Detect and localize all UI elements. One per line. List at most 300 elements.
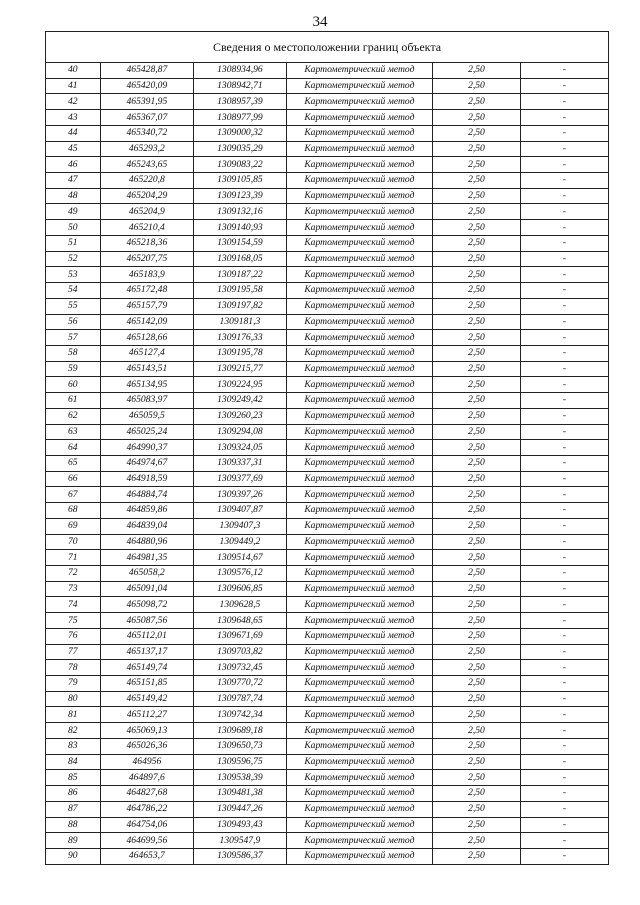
description-cell: - [520,314,608,330]
point-number-cell: 73 [46,581,100,597]
point-number-cell: 60 [46,377,100,393]
accuracy-cell: 2,50 [433,676,521,692]
accuracy-cell: 2,50 [433,408,521,424]
point-number-cell: 78 [46,660,100,676]
x-coordinate-cell: 465143,51 [100,361,194,377]
accuracy-cell: 2,50 [433,283,521,299]
x-coordinate-cell: 464786,22 [100,801,194,817]
method-cell: Картометрический метод [286,534,433,550]
description-cell: - [520,801,608,817]
y-coordinate-cell: 1309224,95 [194,377,286,393]
point-number-cell: 82 [46,723,100,739]
accuracy-cell: 2,50 [433,94,521,110]
description-cell: - [520,330,608,346]
y-coordinate-cell: 1309596,75 [194,754,286,770]
table-row [46,613,608,629]
x-coordinate-cell: 465026,36 [100,738,194,754]
description-cell: - [520,613,608,629]
table-row [46,408,608,424]
y-coordinate-cell: 1309606,85 [194,581,286,597]
method-cell: Картометрический метод [286,487,433,503]
point-number-cell: 88 [46,817,100,833]
point-number-cell: 85 [46,770,100,786]
accuracy-cell: 2,50 [433,754,521,770]
point-number-cell: 53 [46,267,100,283]
y-coordinate-cell: 1308942,71 [194,78,286,94]
description-cell: - [520,471,608,487]
table-row [46,141,608,157]
table-row [46,597,608,613]
accuracy-cell: 2,50 [433,63,521,78]
method-cell: Картометрический метод [286,738,433,754]
y-coordinate-cell: 1309187,22 [194,267,286,283]
table-row [46,393,608,409]
table-row [46,125,608,141]
description-cell: - [520,503,608,519]
table-row [46,283,608,299]
x-coordinate-cell: 465243,65 [100,157,194,173]
y-coordinate-cell: 1309538,39 [194,770,286,786]
accuracy-cell: 2,50 [433,471,521,487]
point-number-cell: 87 [46,801,100,817]
table-row [46,566,608,582]
description-cell: - [520,770,608,786]
description-cell: - [520,173,608,189]
description-cell: - [520,738,608,754]
accuracy-cell: 2,50 [433,550,521,566]
y-coordinate-cell: 1309324,05 [194,440,286,456]
x-coordinate-cell: 464974,67 [100,455,194,471]
accuracy-cell: 2,50 [433,361,521,377]
method-cell: Картометрический метод [286,408,433,424]
accuracy-cell: 2,50 [433,518,521,534]
method-cell: Картометрический метод [286,440,433,456]
y-coordinate-cell: 1309650,73 [194,738,286,754]
y-coordinate-cell: 1309176,33 [194,330,286,346]
x-coordinate-cell: 465059,5 [100,408,194,424]
method-cell: Картометрический метод [286,503,433,519]
method-cell: Картометрический метод [286,676,433,692]
method-cell: Картометрический метод [286,518,433,534]
description-cell: - [520,455,608,471]
table-row [46,63,608,78]
description-cell: - [520,393,608,409]
x-coordinate-cell: 464653,7 [100,848,194,863]
accuracy-cell: 2,50 [433,251,521,267]
description-cell: - [520,566,608,582]
y-coordinate-cell: 1309576,12 [194,566,286,582]
accuracy-cell: 2,50 [433,770,521,786]
point-number-cell: 81 [46,707,100,723]
table-row [46,345,608,361]
method-cell: Картометрический метод [286,94,433,110]
method-cell: Картометрический метод [286,314,433,330]
y-coordinate-cell: 1309215,77 [194,361,286,377]
x-coordinate-cell: 465340,72 [100,125,194,141]
y-coordinate-cell: 1309787,74 [194,691,286,707]
point-number-cell: 57 [46,330,100,346]
accuracy-cell: 2,50 [433,738,521,754]
y-coordinate-cell: 1309586,37 [194,848,286,863]
description-cell: - [520,817,608,833]
x-coordinate-cell: 464897,6 [100,770,194,786]
point-number-cell: 65 [46,455,100,471]
method-cell: Картометрический метод [286,173,433,189]
point-number-cell: 77 [46,644,100,660]
accuracy-cell: 2,50 [433,534,521,550]
x-coordinate-cell: 465069,13 [100,723,194,739]
accuracy-cell: 2,50 [433,125,521,141]
method-cell: Картометрический метод [286,660,433,676]
table-row [46,235,608,251]
point-number-cell: 66 [46,471,100,487]
description-cell: - [520,518,608,534]
description-cell: - [520,125,608,141]
point-number-cell: 48 [46,188,100,204]
table-row [46,424,608,440]
method-cell: Картометрический метод [286,110,433,126]
accuracy-cell: 2,50 [433,424,521,440]
x-coordinate-cell: 465204,29 [100,188,194,204]
point-number-cell: 83 [46,738,100,754]
method-cell: Картометрический метод [286,361,433,377]
table-row [46,173,608,189]
x-coordinate-cell: 465428,87 [100,63,194,78]
x-coordinate-cell: 465367,07 [100,110,194,126]
x-coordinate-cell: 464990,37 [100,440,194,456]
x-coordinate-cell: 465137,17 [100,644,194,660]
y-coordinate-cell: 1309249,42 [194,393,286,409]
method-cell: Картометрический метод [286,345,433,361]
table-row [46,487,608,503]
y-coordinate-cell: 1309703,82 [194,644,286,660]
y-coordinate-cell: 1309154,59 [194,235,286,251]
point-number-cell: 46 [46,157,100,173]
accuracy-cell: 2,50 [433,393,521,409]
accuracy-cell: 2,50 [433,581,521,597]
description-cell: - [562,850,566,862]
accuracy-cell: 2,50 [433,644,521,660]
accuracy-cell: 2,50 [433,723,521,739]
method-cell: Картометрический метод [286,566,433,582]
point-number-cell: 84 [46,754,100,770]
y-coordinate-cell: 1309260,23 [194,408,286,424]
method-cell: Картометрический метод [286,157,433,173]
table-row [46,723,608,739]
accuracy-cell: 2,50 [433,235,521,251]
x-coordinate-cell: 465128,66 [100,330,194,346]
x-coordinate-cell: 465091,04 [100,581,194,597]
table-row [46,754,608,770]
description-cell: - [520,628,608,644]
y-coordinate-cell: 1309447,26 [194,801,286,817]
y-coordinate-cell: 1309481,38 [194,786,286,802]
x-coordinate-cell: 464699,56 [100,833,194,849]
table-row [46,94,608,110]
method-cell: Картометрический метод [286,644,433,660]
accuracy-cell: 2,50 [433,503,521,519]
table-row [46,801,608,817]
table-row [46,691,608,707]
x-coordinate-cell: 464754,06 [100,817,194,833]
y-coordinate-cell: 1309123,39 [194,188,286,204]
table-row [46,628,608,644]
point-number-cell: 41 [46,78,100,94]
point-number-cell: 74 [46,597,100,613]
method-cell: Картометрический метод [286,628,433,644]
y-coordinate-cell: 1309132,16 [194,204,286,220]
method-cell: Картометрический метод [286,707,433,723]
accuracy-cell: 2,50 [433,707,521,723]
description-cell: - [520,597,608,613]
method-cell: Картометрический метод [286,613,433,629]
y-coordinate-cell: 1309732,45 [194,660,286,676]
description-cell: - [520,141,608,157]
description-cell: - [520,644,608,660]
table-row [46,833,608,849]
description-cell: - [520,424,608,440]
point-number-cell: 67 [46,487,100,503]
x-coordinate-cell: 465025,24 [100,424,194,440]
point-number-cell: 63 [46,424,100,440]
method-cell: Картометрический метод [286,597,433,613]
table-row [46,330,608,346]
description-cell: - [520,63,608,78]
x-coordinate-cell: 464839,04 [100,518,194,534]
point-number-cell: 62 [46,408,100,424]
accuracy-cell: 2,50 [433,345,521,361]
table-row [46,361,608,377]
point-number-cell: 79 [46,676,100,692]
point-number-cell: 42 [46,94,100,110]
method-cell: Картометрический метод [286,204,433,220]
accuracy-cell: 2,50 [433,691,521,707]
description-cell: - [520,78,608,94]
point-number-cell: 47 [46,173,100,189]
description-cell: - [520,94,608,110]
method-cell: Картометрический метод [286,801,433,817]
y-coordinate-cell: 1309168,05 [194,251,286,267]
y-coordinate-cell: 1309294,08 [194,424,286,440]
accuracy-cell: 2,50 [433,204,521,220]
method-cell: Картометрический метод [286,283,433,299]
accuracy-cell: 2,50 [433,188,521,204]
table-row [46,298,608,314]
description-cell: - [520,345,608,361]
x-coordinate-cell: 465207,75 [100,251,194,267]
point-number-cell: 90 [46,848,100,863]
y-coordinate-cell: 1309337,31 [194,455,286,471]
y-coordinate-cell: 1309493,43 [194,817,286,833]
x-coordinate-cell: 465112,01 [100,628,194,644]
accuracy-cell: 2,50 [433,267,521,283]
point-number-cell: 58 [46,345,100,361]
description-cell: - [520,440,608,456]
description-cell: - [520,660,608,676]
description-cell: - [520,267,608,283]
point-number-cell: 80 [46,691,100,707]
y-coordinate-cell: 1309514,67 [194,550,286,566]
accuracy-cell: 2,50 [433,660,521,676]
table-row [46,660,608,676]
table-row [46,440,608,456]
method-cell: Картометрический метод [286,377,433,393]
accuracy-cell: 2,50 [433,597,521,613]
description-cell: - [520,487,608,503]
description-cell: - [520,691,608,707]
point-number-cell: 51 [46,235,100,251]
y-coordinate-cell: 1309195,78 [194,345,286,361]
description-cell: - [520,408,608,424]
y-coordinate-cell: 1309197,82 [194,298,286,314]
description-cell: - [520,361,608,377]
table-row [46,550,608,566]
method-cell: Картометрический метод [286,754,433,770]
x-coordinate-cell: 465083,97 [100,393,194,409]
table-row [46,581,608,597]
table-row [46,377,608,393]
accuracy-cell: 2,50 [433,566,521,582]
x-coordinate-cell: 465149,74 [100,660,194,676]
method-cell: Картометрический метод [286,220,433,236]
table-row [46,267,608,283]
method-cell: Картометрический метод [286,393,433,409]
accuracy-cell: 2,50 [433,628,521,644]
point-number-cell: 69 [46,518,100,534]
accuracy-cell: 2,50 [433,377,521,393]
table-row [46,110,608,126]
table-row [46,518,608,534]
x-coordinate-cell: 464827,68 [100,786,194,802]
x-coordinate-cell: 464884,74 [100,487,194,503]
x-coordinate-cell: 465420,09 [100,78,194,94]
accuracy-cell: 2,50 [433,848,521,863]
point-number-cell: 68 [46,503,100,519]
description-cell: - [520,833,608,849]
y-coordinate-cell: 1308977,99 [194,110,286,126]
x-coordinate-cell: 465293,2 [100,141,194,157]
table-row [46,738,608,754]
method-cell: Картометрический метод [286,833,433,849]
y-coordinate-cell: 1309181,3 [194,314,286,330]
table-row [46,848,608,863]
accuracy-cell: 2,50 [433,173,521,189]
boundary-points-table [46,63,608,864]
description-cell: - [520,786,608,802]
method-cell: Картометрический метод [286,188,433,204]
x-coordinate-cell: 464956 [100,754,194,770]
table-row [46,817,608,833]
table-row [46,251,608,267]
x-coordinate-cell: 465142,09 [100,314,194,330]
description-cell: - [520,754,608,770]
accuracy-cell: 2,50 [433,314,521,330]
page-number: 34 [312,14,328,30]
x-coordinate-cell: 465098,72 [100,597,194,613]
method-cell: Картометрический метод [286,723,433,739]
accuracy-cell: 2,50 [433,220,521,236]
method-cell: Картометрический метод [286,78,433,94]
x-coordinate-cell: 464981,35 [100,550,194,566]
method-cell: Картометрический метод [286,691,433,707]
point-number-cell: 44 [46,125,100,141]
description-cell: - [520,283,608,299]
x-coordinate-cell: 465220,8 [100,173,194,189]
y-coordinate-cell: 1309770,72 [194,676,286,692]
accuracy-cell: 2,50 [433,786,521,802]
table-row [46,786,608,802]
y-coordinate-cell: 1309035,29 [194,141,286,157]
accuracy-cell: 2,50 [433,455,521,471]
method-cell: Картометрический метод [286,786,433,802]
description-cell: - [520,188,608,204]
table-row [46,78,608,94]
y-coordinate-cell: 1309449,2 [194,534,286,550]
point-number-cell: 45 [46,141,100,157]
x-coordinate-cell: 465157,79 [100,298,194,314]
table-row [46,314,608,330]
description-cell: - [520,235,608,251]
y-coordinate-cell: 1309689,18 [194,723,286,739]
y-coordinate-cell: 1309083,22 [194,157,286,173]
method-cell: Картометрический метод [286,424,433,440]
description-cell: - [520,676,608,692]
description-cell: - [520,204,608,220]
point-number-cell: 40 [46,63,100,78]
description-cell: - [520,707,608,723]
x-coordinate-cell: 465391,95 [100,94,194,110]
point-number-cell: 86 [46,786,100,802]
y-coordinate-cell: 1309377,69 [194,471,286,487]
y-coordinate-cell: 1309648,65 [194,613,286,629]
method-cell: Картометрический метод [286,251,433,267]
x-coordinate-cell: 465058,2 [100,566,194,582]
x-coordinate-cell: 465210,4 [100,220,194,236]
description-cell: - [520,550,608,566]
table-row [46,644,608,660]
y-coordinate-cell: 1309407,3 [194,518,286,534]
point-number-cell: 54 [46,283,100,299]
description-cell: - [520,534,608,550]
point-number-cell: 56 [46,314,100,330]
point-number-cell: 61 [46,393,100,409]
method-cell: Картометрический метод [286,455,433,471]
accuracy-cell: 2,50 [433,487,521,503]
y-coordinate-cell: 1309671,69 [194,628,286,644]
point-number-cell: 71 [46,550,100,566]
description-cell: - [520,110,608,126]
accuracy-cell: 2,50 [433,613,521,629]
method-cell: Картометрический метод [286,63,433,78]
accuracy-cell: 2,50 [433,298,521,314]
accuracy-cell: 2,50 [433,817,521,833]
table-row [46,676,608,692]
table-row [46,188,608,204]
accuracy-cell: 2,50 [433,801,521,817]
accuracy-cell: 2,50 [433,330,521,346]
description-cell: - [520,220,608,236]
method-cell: Картометрический метод [286,770,433,786]
description-cell: - [520,298,608,314]
point-number-cell: 43 [46,110,100,126]
method-cell: Картометрический метод [286,471,433,487]
y-coordinate-cell: 1308957,39 [194,94,286,110]
table-row [46,770,608,786]
method-cell: Картометрический метод [286,817,433,833]
method-cell: Картометрический метод [286,141,433,157]
description-cell: - [520,581,608,597]
y-coordinate-cell: 1309195,58 [194,283,286,299]
